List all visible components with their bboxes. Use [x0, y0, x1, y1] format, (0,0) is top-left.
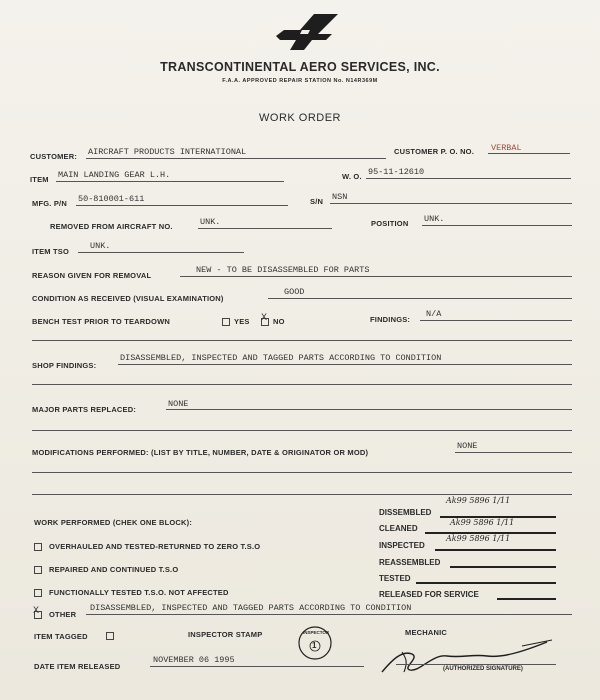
date-value: NOVEMBER 06 1995	[153, 655, 235, 665]
sn-value: NSN	[332, 192, 348, 202]
removed-label: REMOVED FROM AIRCRAFT NO.	[50, 222, 173, 231]
major-line-2	[32, 430, 572, 431]
opt3-label: FUNCTIONALLY TESTED T.S.O. NOT AFFECTED	[49, 588, 229, 597]
findings-value: N/A	[426, 309, 442, 319]
position-value: UNK.	[424, 214, 445, 224]
po-label: CUSTOMER P. O. NO.	[394, 147, 475, 156]
opt4-mark: X	[33, 606, 40, 617]
bench-no-mark: X	[261, 313, 268, 324]
item-label: ITEM	[30, 175, 49, 184]
mods-line-3	[32, 494, 572, 495]
company-logo-icon	[274, 12, 340, 52]
reason-value: NEW - TO BE DISASSEMBLED FOR PARTS	[196, 265, 370, 275]
status-reassembled-line	[450, 566, 556, 568]
wo-label: W. O.	[342, 172, 362, 181]
position-label: POSITION	[371, 219, 409, 228]
removed-line	[198, 228, 332, 229]
work-heading: WORK PERFORMED (CHEK ONE BLOCK):	[34, 518, 193, 527]
faa-approval: F.A.A. APPROVED REPAIR STATION No. N14R369M	[222, 78, 378, 84]
tso-label: ITEM TSO	[32, 247, 70, 256]
date-label: DATE ITEM RELEASED	[34, 662, 121, 671]
po-line	[488, 153, 570, 154]
wo-line	[366, 178, 571, 179]
shop-line-2	[32, 384, 572, 385]
condition-line	[268, 298, 572, 299]
bench-yes-label: YES	[234, 317, 250, 326]
reason-line	[180, 276, 572, 277]
form-title: WORK ORDER	[259, 112, 341, 124]
opt2-label: REPAIRED AND CONTINUED T.S.O	[49, 565, 179, 574]
tagged-label: ITEM TAGGED	[34, 632, 88, 641]
opt1-label: OVERHAULED AND TESTED-RETURNED TO ZERO T.S.O	[49, 542, 261, 551]
status-cleaned: CLEANED	[379, 524, 418, 533]
findings-label: FINDINGS:	[370, 315, 411, 324]
major-value: NONE	[168, 399, 189, 409]
position-line	[422, 225, 572, 226]
reason-label: REASON GIVEN FOR REMOVAL	[32, 271, 152, 280]
cleaned-initials: Ak99 5896 1/11	[450, 518, 515, 527]
bench-label: BENCH TEST PRIOR TO TEARDOWN	[32, 317, 170, 326]
customer-line	[86, 158, 386, 159]
mods-line-2	[32, 472, 572, 473]
shop-label: SHOP FINDINGS:	[32, 361, 97, 370]
inspector-stamp-label: INSPECTOR STAMP	[188, 630, 263, 639]
customer-value: AIRCRAFT PRODUCTS INTERNATIONAL	[88, 147, 247, 157]
sn-line	[330, 203, 572, 204]
sn-label: S/N	[310, 197, 324, 206]
po-value: VERBAL	[491, 143, 522, 153]
status-released-line	[497, 598, 556, 600]
status-tested: TESTED	[379, 574, 411, 583]
opt1-checkbox[interactable]	[34, 543, 42, 551]
opt3-checkbox[interactable]	[34, 589, 42, 597]
mods-label: MODIFICATIONS PERFORMED: (LIST BY TITLE, NUMBER, DATE & ORIGINATOR OR MOD)	[32, 448, 369, 457]
status-disassembled: DISSEMBLED	[379, 508, 432, 517]
item-line	[56, 181, 284, 182]
mods-line-1	[455, 452, 572, 453]
stamp-number: 1	[312, 641, 317, 650]
major-line-1	[166, 409, 572, 410]
authorized-signature-label: (AUTHORIZED SIGNATURE)	[443, 666, 523, 672]
opt4-value: DISASSEMBLED, INSPECTED AND TAGGED PARTS ACCORDING TO CONDITION	[90, 603, 412, 613]
major-label: MAJOR PARTS REPLACED:	[32, 405, 137, 414]
pn-value: 50-810001-611	[78, 194, 145, 204]
status-reassembled: REASSEMBLED	[379, 558, 441, 567]
inspected-initials: Ak99 5896 1/11	[446, 534, 511, 543]
shop-line-1	[118, 364, 572, 365]
mechanic-label: MECHANIC	[405, 628, 448, 637]
findings-line	[420, 320, 572, 321]
company-name: TRANSCONTINENTAL AERO SERVICES, INC.	[160, 60, 440, 74]
bench-yes-checkbox[interactable]	[222, 318, 230, 326]
status-released: RELEASED FOR SERVICE	[379, 590, 479, 599]
authorized-signature	[372, 632, 562, 680]
item-value: MAIN LANDING GEAR L.H.	[58, 170, 171, 180]
disassembled-initials: Ak99 5896 1/11	[446, 496, 511, 505]
stamp-text: INSPECTOR	[303, 630, 330, 635]
removed-value: UNK.	[200, 217, 221, 227]
tagged-checkbox[interactable]	[106, 632, 114, 640]
bench-no-label: NO	[273, 317, 285, 326]
date-line	[150, 666, 364, 667]
tso-line	[78, 252, 244, 253]
pn-label: MFG. P/N	[32, 199, 67, 208]
wo-value: 95-11-12610	[368, 167, 425, 177]
customer-label: CUSTOMER:	[30, 152, 78, 161]
condition-value: GOOD	[284, 287, 305, 297]
shop-value: DISASSEMBLED, INSPECTED AND TAGGED PARTS ACCORDING TO CONDITION	[120, 353, 442, 363]
condition-label: CONDITION AS RECEIVED (VISUAL EXAMINATION)	[32, 294, 224, 303]
opt4-label: OTHER	[49, 610, 77, 619]
opt2-checkbox[interactable]	[34, 566, 42, 574]
signature-line	[396, 664, 556, 665]
status-tested-line	[416, 582, 556, 584]
status-inspected: INSPECTED	[379, 541, 425, 550]
bench-extra-line	[32, 340, 572, 341]
tso-value: UNK.	[90, 241, 111, 251]
pn-line	[76, 205, 288, 206]
status-inspected-line	[435, 549, 556, 551]
opt4-line	[86, 614, 572, 615]
mods-value: NONE	[457, 441, 478, 451]
